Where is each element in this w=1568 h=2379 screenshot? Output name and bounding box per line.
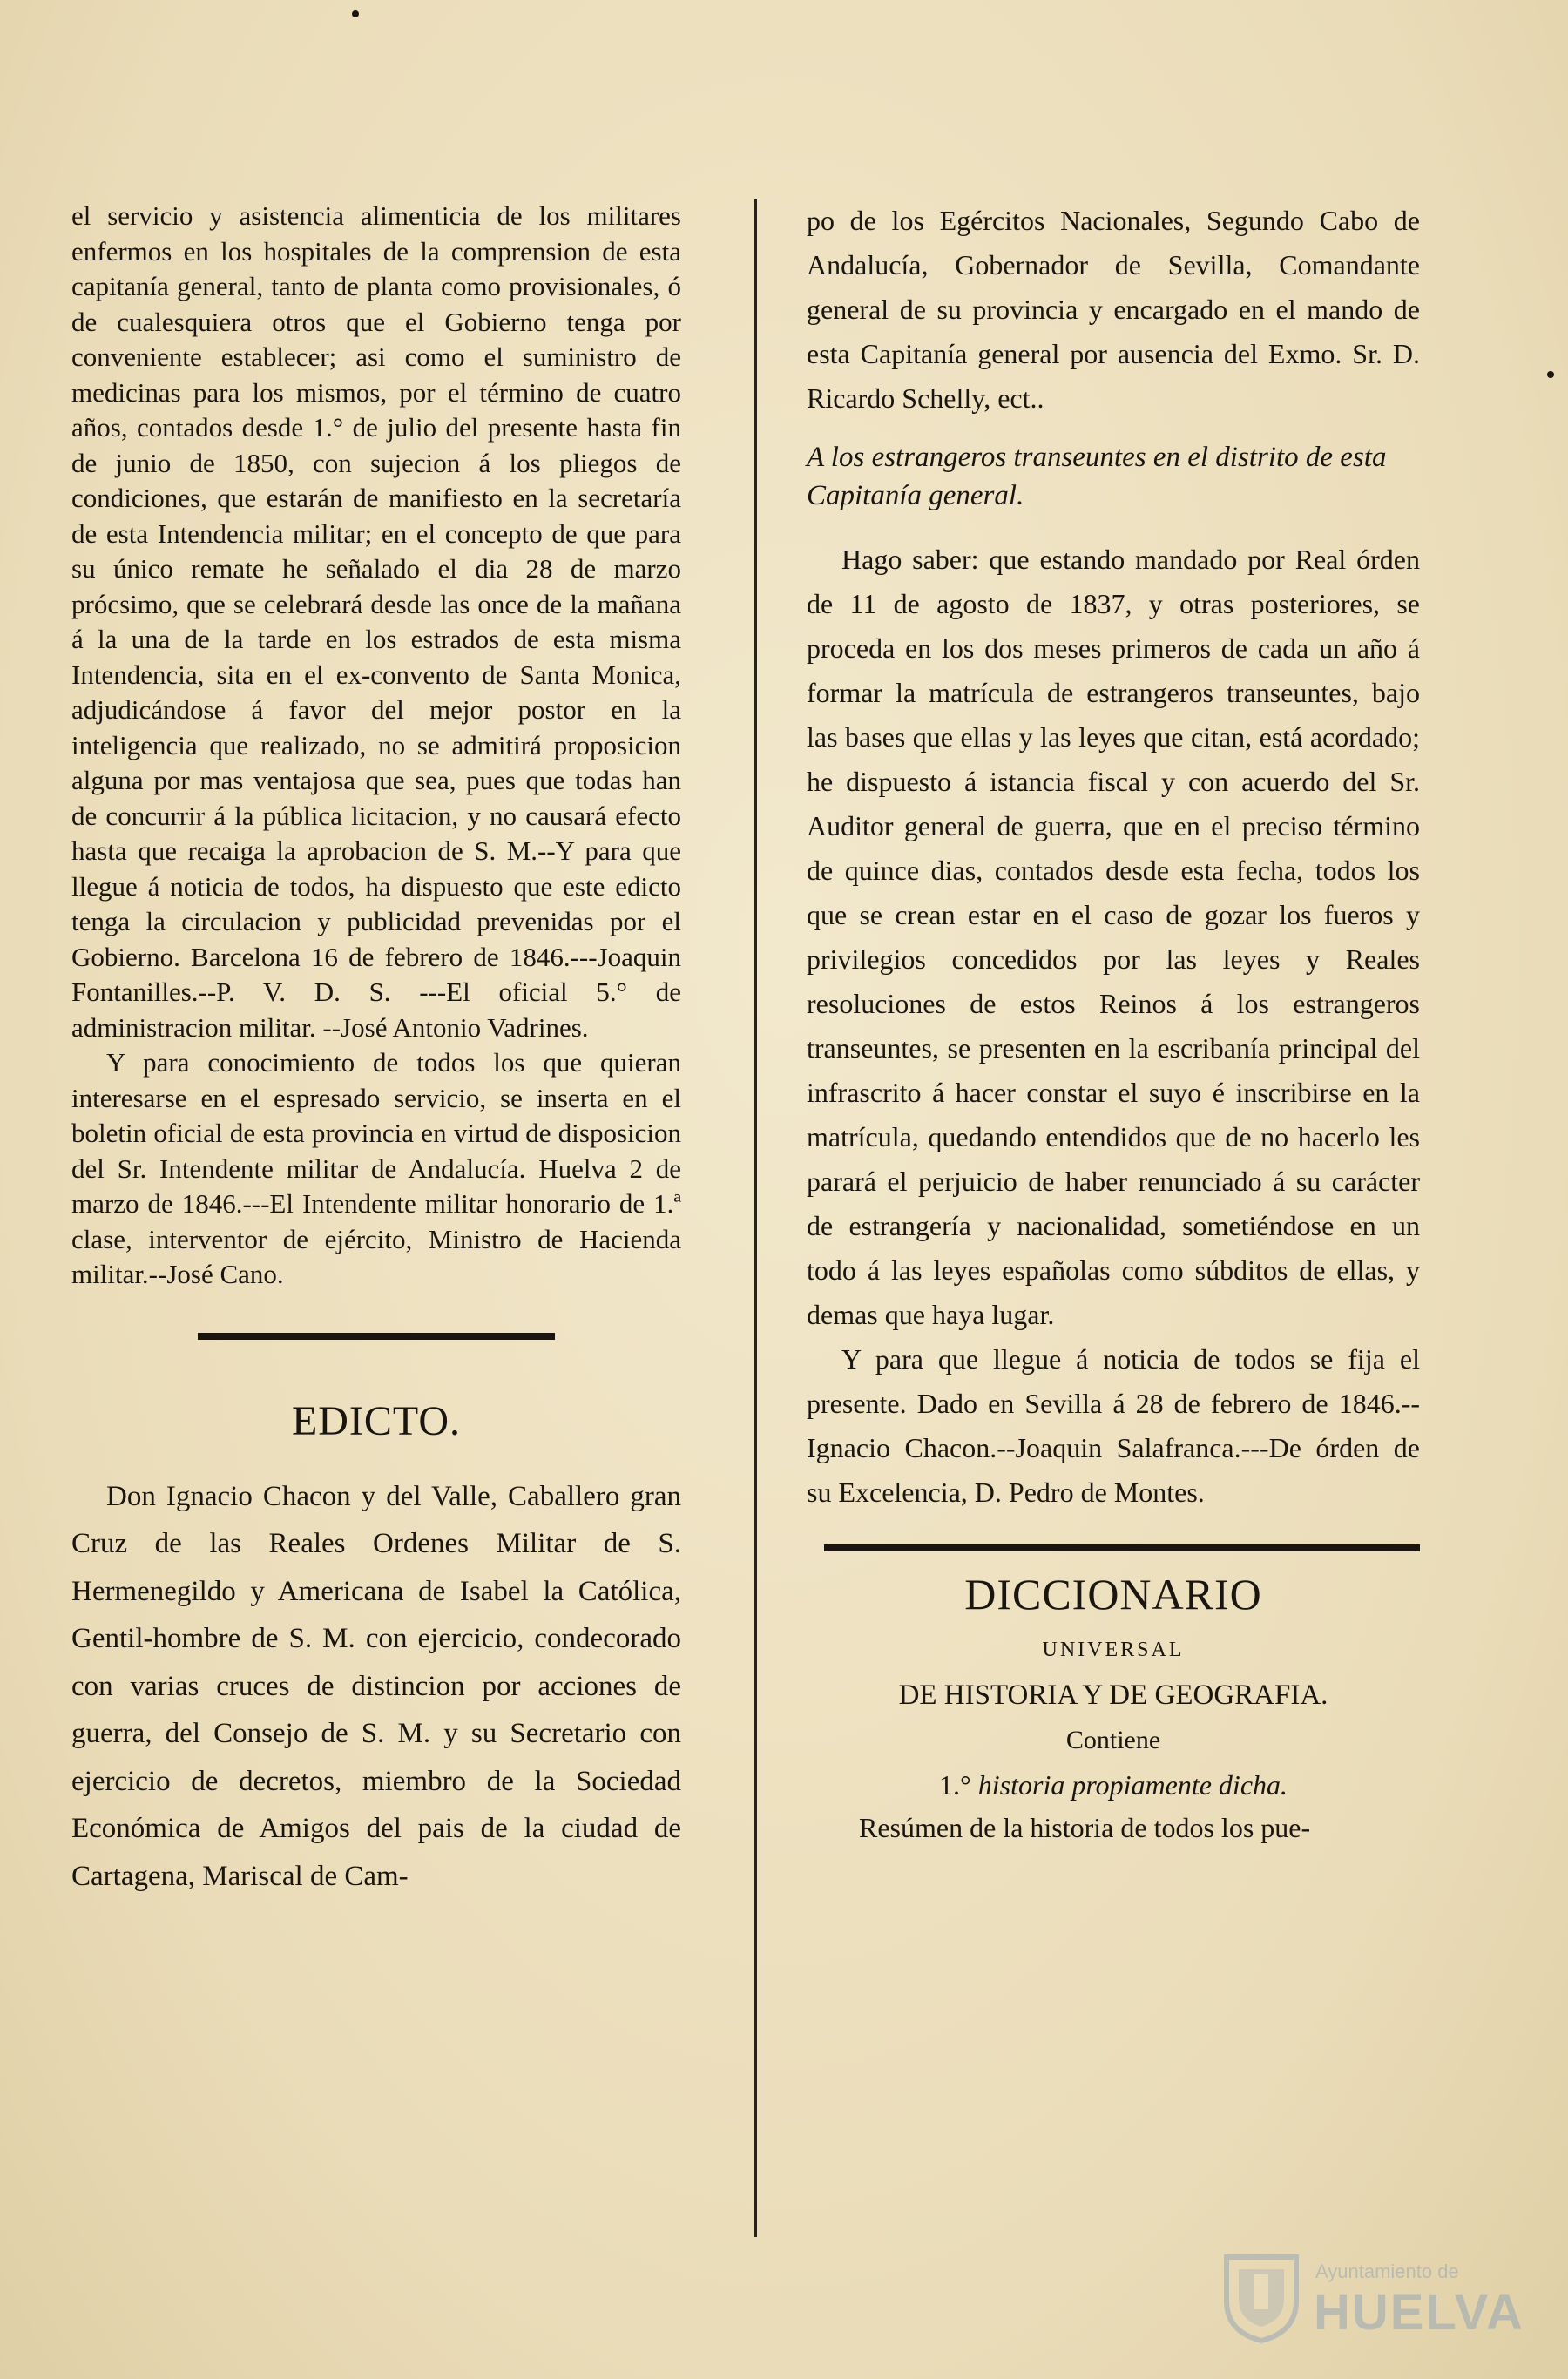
dictionary-item-text: historia propiamente dicha. bbox=[977, 1769, 1288, 1801]
publication-notice-text: Y para conocimiento de todos los que quieran interesarse en el espresado servicio, se inserta en el boletin oficial de esta provincia en virtud de disposicion del Sr. Intendente militar de Andalucía. Huelva 2 de marzo de 1846.---El Intendente militar honorario de 1.ª clase, interventor de ejército, Ministro de Hacienda militar.--José Cano. bbox=[71, 1047, 681, 1289]
watermark-org: Ayuntamiento de bbox=[1315, 2261, 1459, 2282]
dictionary-subtitle: UNIVERSAL bbox=[1042, 1639, 1185, 1661]
right-column bbox=[807, 199, 1420, 1844]
dictionary-contains: Contiene bbox=[1065, 1726, 1161, 1754]
huelva-watermark bbox=[1220, 2248, 1524, 2344]
section-rule bbox=[824, 1544, 1420, 1551]
ink-dot bbox=[352, 10, 359, 17]
dictionary-item bbox=[807, 1769, 1420, 1801]
contract-notice-text: el servicio y asistencia alimenticia de los militares enfermos en los hospitales de la comprension de esta capitanía general, tanto de planta como provisionales, ó de cualesquiera otros que el Gobierno tenga por conveniente establecer; asi como el suministro de medicinas para los mismos, por el término de cuatro años, contados desde 1.° de julio del presente hasta fin de junio de 1850, con sujecion á los pliegos de condiciones, que estarán de manifiesto en la secretaría de esta Intendencia militar; en el concepto de que para su único remate he señalado el dia 28 de marzo prócsimo, que se celebrará desde las once de la mañana á la una de la tarde en los estrados de esta misma Intendencia, sita en el ex-convento de Santa Monica, adjudicándose á favor del mejor postor en la inteligencia que realizado, no se admitirá proposicion alguna por mas ventajosa que sea, pues que todas han de concurrir á la pública licitacion, y no causará efecto hasta que recaiga la aprobacion de S. M.--Y para que llegue á noticia de todos, ha dispuesto que este edicto tenga la circulacion y publicidad prevenidas por el Gobierno. Barcelona 16 de febrero de 1846.---Joaquin Fontanilles.--P. V. D. S. ---El oficial 5.° de administracion militar. --José Antonio Vadrines. bbox=[71, 200, 681, 1043]
edicto-main-text: Hago saber: que estando mandado por Real órden de 11 de agosto de 1837, y otras posteriores, se proceda en los dos meses primeros de cada un año á formar la matrícula de estrangeros transeuntes, bajo las bases que ellas y las leyes que citan, está acordado; he dispuesto á istancia fiscal y con acuerdo del Sr. Auditor general de guerra, que en el preciso término de quince dias, contados desde esta fecha, todos los que se crean estar en el caso de gozar los fueros y privilegios concedidos por las leyes y Reales resoluciones de estos Reinos á los estrangeros transeuntes, se presenten en la escribanía principal del infrascrito á hacer constar el suyo é inscribirse en la matrícula, quedando entendidos que de no hacerlo les parará el perjuicio de haber renunciado á su carácter de estrangería y nacionalidad, sometiéndose en un todo á las leyes españolas como súbditos de ellas, y demas que haya lugar. bbox=[807, 544, 1420, 1330]
dictionary-text: Resúmen de la historia de todos los pue- bbox=[859, 1812, 1311, 1843]
edicto-address: A los estrangeros transeuntes en el distrito de esta Capitanía general. bbox=[807, 442, 1387, 511]
crest-icon bbox=[1220, 2248, 1303, 2344]
edicto-closing: Y para que llegue á noticia de todos se fija el presente. Dado en Sevilla á 28 de febrero de 1846.-- Ignacio Chacon.--Joaquin Salafranca.---De órden de su Excelencia, D. Pedro de Montes. bbox=[807, 1343, 1420, 1508]
section-rule bbox=[198, 1333, 555, 1340]
ink-dot bbox=[1547, 371, 1554, 378]
dictionary-title: DICCIONARIO bbox=[964, 1570, 1262, 1619]
edicto-continuation: po de los Egércitos Nacionales, Segundo Cabo de Andalucía, Gobernador de Sevilla, Comandante general de su provincia y encargado en el mando de esta Capitanía general por ausencia del Exmo. Sr. D. Ricardo Schelly, ect.. bbox=[807, 205, 1420, 414]
dictionary-item-number: 1.° bbox=[938, 1769, 971, 1801]
left-column bbox=[71, 199, 681, 1900]
dictionary-subtitle-2: DE HISTORIA Y DE GEOGRAFIA. bbox=[898, 1679, 1328, 1711]
watermark-city: HUELVA bbox=[1314, 2284, 1524, 2341]
column-divider bbox=[754, 199, 757, 2237]
edicto-heading: EDICTO. bbox=[291, 1397, 462, 1444]
edicto-body: Don Ignacio Chacon y del Valle, Caballero gran Cruz de las Reales Ordenes Militar de S. Hermenegildo y Americana de Isabel la Católica, Gentil-hombre de S. M. con ejercicio, condecorado con varias cruces de distincion por acciones de guerra, del Consejo de S. M. y su Secretario con ejercicio de decretos, miembro de la Sociedad Económica de Amigos del pais de la ciudad de Cartagena, Mariscal de Cam- bbox=[71, 1480, 681, 1892]
